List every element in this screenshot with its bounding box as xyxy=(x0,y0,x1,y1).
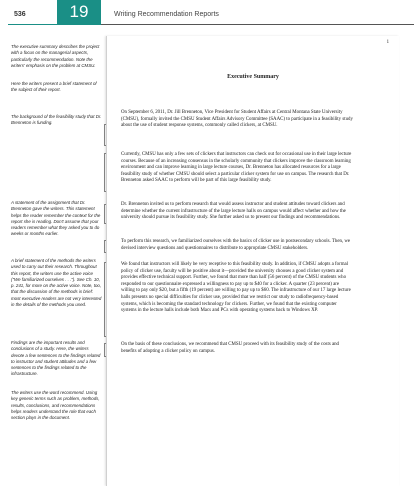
annotation-subject-statement: Here the writers present a brief statement of the subject of their report. xyxy=(11,81,97,93)
header-rule xyxy=(101,24,414,25)
report-paragraph: We found that instructors will likely be very receptive to this feasibility study. In addition, if CMSU adopts a formal policy of clicker use, faculty will be positive about it—provided the university chooses a good clicker system and provides effective technical support. Further, we found that more than half (56 percent) of the CMSU students who responded to our questionnaire expressed a willingness to pay up to $40 for a clicker. A quarter (23 percent) are willing to pay only $20, but a fifth (19 percent) are willing to pay up to $60. The infrastructure of our 17 large lecture halls presents no special difficulties for clicker use, provided that we restrict our study to radiofrequency-based systems, which is becoming the standard technology for clickers. Further, we found that the existing computer systems in the lecture halls include both Macs and PCs with operating systems back to Windows XP. xyxy=(121,262,351,314)
chapter-number-badge: 19 xyxy=(57,0,101,24)
report-paragraph: Currently, CMSU has only a few sets of clickers that instructors can check out for occasional use in their large lecture courses. Because of an increasing consensus in the scholarly community that clickers improve the classroom learning environment and can improve learning in large lecture courses, Dr. Brenneton has allocated resources for a large feasibility study of whether CMSU should select a particular clicker system for use on campus. The research that Dr. Brenneton asked SAAC to perform will be part of this large feasibility study. xyxy=(121,152,352,184)
report-paragraph: To perform this research, we familiarized ourselves with the basics of clicker use in postsecondary schools. Then, we devised interview questions and questionnaires to distribute to appropriate CMSU stakeholders. xyxy=(121,239,351,251)
annotation-findings: Findings are the important results and conclusions of a study. Here, the writers devote a few sentences to the findings related to instructor and student attitudes and a few sentences to the findings related to the infrastructure. xyxy=(11,340,101,377)
report-page-number: 1 xyxy=(386,40,389,45)
annotation-background: The background of the feasibility study that Dr. Brenneton is funding. xyxy=(11,114,102,126)
page-header xyxy=(0,0,414,30)
book-page-number: 536 xyxy=(14,11,26,18)
report-page xyxy=(106,36,399,486)
report-paragraph: On the basis of these conclusions, we recommend that CMSU proceed with its feasibility study of the costs and benefits of adopting a clicker policy on campus. xyxy=(121,342,340,354)
annotation-recommendation: The writers use the word recommend. Using key generic terms such as problem, methods, results, conclusions, and recommendations helps readers understand the role that each section plays in the document. xyxy=(11,390,100,421)
annotation-assignment: A statement of the assignment that Dr. Brenneton gave the writers. This statement helps the reader remember the context for the report she is reading. Don't assume that your readers remember what they asked you to do weeks or months earlier. xyxy=(11,200,101,237)
annotation-methods: A brief statement of the methods the writers used to carry out their research. Throughout this report, the writers use the active voice ("We familiarized ourselves . . ."). See Ch. 10, p. 241, for more on the active voice. Note, too, that the discussion of the methods is brief: most executive readers are not very interested in the details of the methods you used. xyxy=(11,258,102,308)
report-title: Executive Summary xyxy=(227,74,279,80)
annotation-executive-summary: The executive summary describes the project with a focus on the managerial aspects, particularly the recommendation. Note the writers' emphasis on the problem at CMSU. xyxy=(11,44,100,68)
header-rule-accent xyxy=(8,24,101,25)
running-title: Writing Recommendation Reports xyxy=(114,11,219,18)
report-paragraph: Dr. Brenneton invited us to perform research that would assess instructor and student attitudes toward clickers and determine whether the current infrastructure of the large lecture halls on campus would affect whether and how the university should pursue its feasibility study. She further asked us to present our findings and recommendations. xyxy=(121,202,346,221)
report-paragraph: On September 6, 2011, Dr. Jill Brenneton, Vice President for Student Affairs at Central Montana State University (CMSU), formally invited the CMSU Student Affairs Advisory Committee (SAAC) to participate in a feasibility study about the use of student response systems, commonly called clickers, at CMSU. xyxy=(121,110,353,129)
